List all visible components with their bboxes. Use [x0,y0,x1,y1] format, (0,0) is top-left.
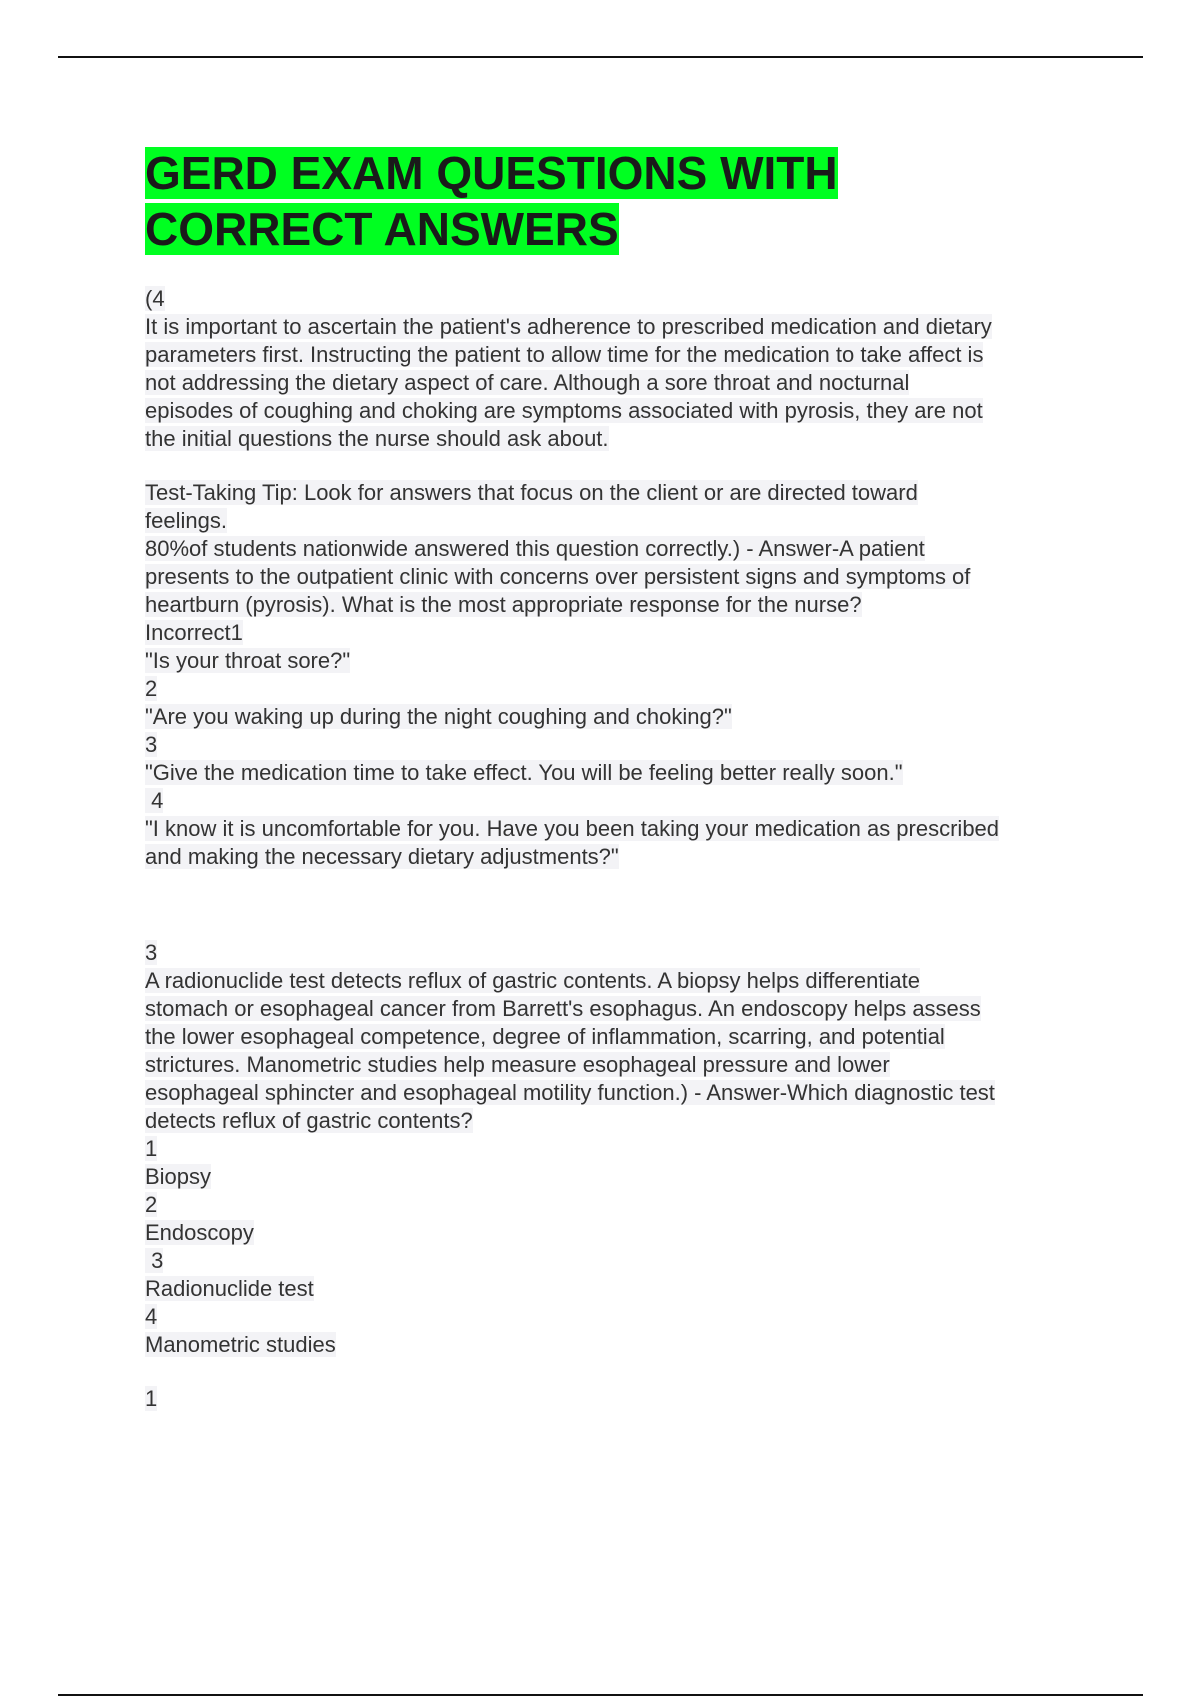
option-text: Endoscopy [145,1220,254,1245]
question-2 [145,939,1085,1359]
rationale-line: stomach or esophageal cancer from Barrett's esophagus. An endoscopy helps assess [145,996,981,1021]
option-text: "Is your throat sore?" [145,648,351,673]
answer-marker: 3 [145,940,158,965]
rationale-line: parameters first. Instructing the patient to allow time for the medication to take affect is [145,342,984,367]
option-text: "Are you waking up during the night coughing and choking?" [145,704,732,729]
answer-marker: (4 [145,286,165,311]
option-number: 4 [145,1304,158,1329]
question-1 [145,285,1085,871]
option-text: "Give the medication time to take effect. You will be feeling better really soon." [145,760,903,785]
question-3 [145,1385,1085,1413]
option-text: and making the necessary dietary adjustments?" [145,844,619,869]
rationale-line: not addressing the dietary aspect of care. Although a sore throat and nocturnal [145,370,910,395]
rationale-line: the lower esophageal competence, degree of inflammation, scarring, and potential [145,1024,945,1049]
rationale-line: the initial questions the nurse should ask about. [145,426,609,451]
rationale-line: A radionuclide test detects reflux of gastric contents. A biopsy helps differentiate [145,968,920,993]
option-text: "I know it is uncomfortable for you. Have you been taking your medication as prescribed [145,816,1000,841]
rationale-line: esophageal sphincter and esophageal motility function.) - Answer-Which diagnostic test [145,1080,995,1105]
option-text: Biopsy [145,1164,212,1189]
option-text: Manometric studies [145,1332,336,1357]
question-line: presents to the outpatient clinic with concerns over persistent signs and symptoms of [145,564,971,589]
bottom-rule [58,1694,1143,1696]
option-number: 4 [145,788,164,813]
tip-line: feelings. [145,508,227,533]
question-line: heartburn (pyrosis). What is the most appropriate response for the nurse? [145,592,862,617]
option-number: 2 [145,676,158,701]
option-number: 1 [145,1136,158,1161]
question-line: 80%of students nationwide answered this question correctly.) - Answer-A patient [145,536,925,561]
top-rule [58,56,1143,58]
document-body [145,145,1085,1413]
rationale-line: It is important to ascertain the patient's adherence to prescribed medication and dietary [145,314,992,339]
option-text: Radionuclide test [145,1276,314,1301]
option-number: 3 [145,732,158,757]
question-line: detects reflux of gastric contents? [145,1108,473,1133]
option-number: 3 [145,1248,164,1273]
answer-marker: 1 [145,1386,158,1411]
title-line-2: CORRECT ANSWERS [145,203,619,255]
title-line-1: GERD EXAM QUESTIONS WITH [145,147,838,199]
option-number: 2 [145,1192,158,1217]
rationale-line: episodes of coughing and choking are symptoms associated with pyrosis, they are not [145,398,983,423]
option-number: Incorrect1 [145,620,243,645]
document-title [145,145,1085,257]
tip-line: Test-Taking Tip: Look for answers that focus on the client or are directed toward [145,480,918,505]
rationale-line: strictures. Manometric studies help measure esophageal pressure and lower [145,1052,890,1077]
